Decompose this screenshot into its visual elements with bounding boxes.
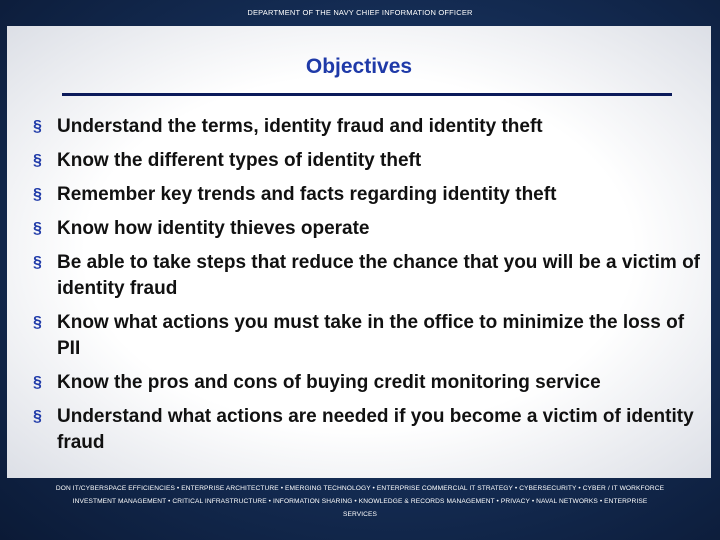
list-item bbox=[33, 216, 703, 242]
bullet-marker-icon: § bbox=[33, 220, 42, 237]
objectives-list bbox=[33, 114, 703, 456]
footer-banner bbox=[0, 482, 720, 540]
list-item bbox=[33, 370, 703, 396]
footer-line: DON IT/CYBERSPACE EFFICIENCIES • ENTERPRISE ARCHITECTURE • EMERGING TECHNOLOGY • ENTERPRISE COMMERCIAL IT STRATEGY • CYBERSECURITY • CYBER / IT WORKFORCE bbox=[55, 485, 665, 492]
list-item-text: Be able to take steps that reduce the chance that you will be a victim of identity fraud bbox=[57, 252, 701, 299]
header-banner: DEPARTMENT OF THE NAVY CHIEF INFORMATION OFFICER bbox=[247, 8, 473, 17]
list-item bbox=[33, 182, 703, 208]
bullet-marker-icon: § bbox=[33, 314, 42, 331]
content-panel bbox=[7, 26, 711, 478]
footer-line: INVESTMENT MANAGEMENT • CRITICAL INFRASTRUCTURE • INFORMATION SHARING • KNOWLEDGE & RECORDS MANAGEMENT • PRIVACY • NAVAL NETWORKS • ENTERPRISE bbox=[72, 498, 648, 505]
bullet-marker-icon: § bbox=[33, 152, 42, 169]
list-item bbox=[33, 250, 703, 302]
bullet-marker-icon: § bbox=[33, 254, 42, 271]
title-underline bbox=[62, 93, 672, 96]
list-item-text: Remember key trends and facts regarding identity theft bbox=[57, 184, 557, 205]
list-item-text: Understand the terms, identity fraud and identity theft bbox=[57, 116, 543, 137]
list-item bbox=[33, 310, 703, 362]
list-item bbox=[33, 114, 703, 140]
bullet-marker-icon: § bbox=[33, 118, 42, 135]
slide-title: Objectives bbox=[305, 55, 413, 78]
footer-line: SERVICES bbox=[342, 511, 378, 518]
bullet-marker-icon: § bbox=[33, 408, 42, 425]
bullet-marker-icon: § bbox=[33, 186, 42, 203]
list-item bbox=[33, 404, 703, 456]
list-item-text: Know the different types of identity theft bbox=[57, 150, 422, 171]
bullet-marker-icon: § bbox=[33, 374, 42, 391]
list-item-text: Know how identity thieves operate bbox=[57, 218, 370, 239]
list-item bbox=[33, 148, 703, 174]
list-item-text: Know the pros and cons of buying credit monitoring service bbox=[57, 372, 601, 393]
list-item-text: Know what actions you must take in the office to minimize the loss of PII bbox=[57, 312, 685, 359]
list-item-text: Understand what actions are needed if you become a victim of identity fraud bbox=[57, 406, 694, 453]
